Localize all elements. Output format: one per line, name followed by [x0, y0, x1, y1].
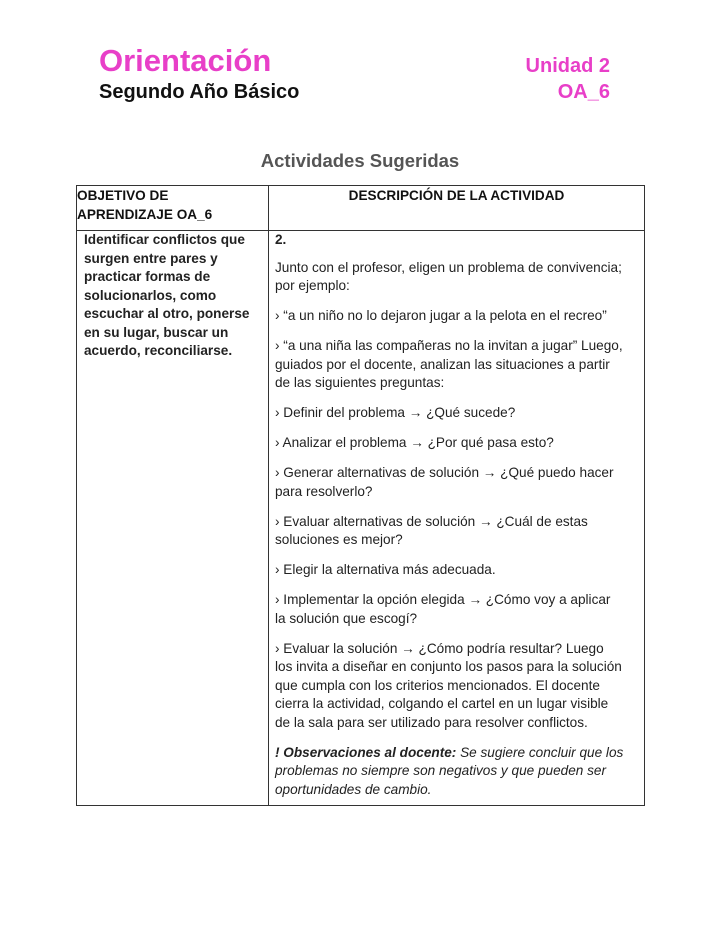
step-item: › Elegir la alternativa más adecuada.: [275, 562, 496, 577]
activity-table: [76, 185, 645, 806]
description-cell: [269, 231, 645, 806]
description-header-text: DESCRIPCIÓN DE LA ACTIVIDAD: [348, 188, 565, 203]
objective-text: Identificar conflictos que surgen entre pares y practicar formas de solucionarlos, como escuchar al otro, ponerse en su lugar, buscar un acuerdo, reconciliarse.: [84, 232, 250, 358]
table-row: [77, 231, 645, 806]
objective-column-header: [77, 186, 269, 231]
activity-description: [269, 231, 644, 805]
observations-text: Se sugiere concluir que los problemas no siempre son negativos y que pueden ser oportunidades de cambio.: [275, 744, 624, 797]
step-item: › Implementar la opción elegida → ¿Cómo voy a aplicar la solución que escogí?: [275, 592, 611, 626]
grade-subtitle: Segundo Año Básico: [99, 81, 300, 103]
description-column-header: [269, 186, 645, 231]
step-item: › Evaluar alternativas de solución → ¿Cuál de estas soluciones es mejor?: [275, 513, 588, 547]
observations-label: ! Observaciones al docente:: [275, 744, 457, 760]
objective-header-text: OBJETIVO DE APRENDIZAJE OA_6: [77, 188, 213, 222]
step-item: › Generar alternativas de solución → ¿Qué puedo hacer para resolverlo?: [275, 465, 614, 499]
step-item: › Evaluar la solución → ¿Cómo podría resultar? Luego los invita a diseñar en conjunto los pasos para la solución que cumpla con los criterios mencionados. El docente cierra la actividad, colgando el cartel en un lugar visible de la sala para ser utilizado para resolver conflictos.: [275, 640, 622, 730]
example-item: › “a un niño no lo dejaron jugar a la pelota en el recreo”: [275, 308, 607, 323]
objective-cell: [77, 231, 269, 806]
intro-paragraph: Junto con el profesor, eligen un problema de convivencia; por ejemplo:: [275, 259, 622, 293]
step-item: › Analizar el problema → ¿Por qué pasa esto?: [275, 435, 554, 450]
activity-number: 2.: [275, 232, 287, 247]
oa-label: OA_6: [557, 81, 610, 103]
section-title: Actividades Sugeridas: [260, 150, 460, 171]
subject-title: Orientación: [99, 43, 272, 78]
table-header-row: [77, 186, 645, 231]
step-item: › Definir del problema → ¿Qué sucede?: [275, 405, 516, 420]
teacher-observations: [275, 744, 634, 800]
unit-label: Unidad 2: [525, 55, 610, 77]
example-item: › “a una niña las compañeras no la invitan a jugar” Luego, guiados por el docente, analizan las situaciones a partir de las siguientes preguntas:: [275, 338, 623, 390]
